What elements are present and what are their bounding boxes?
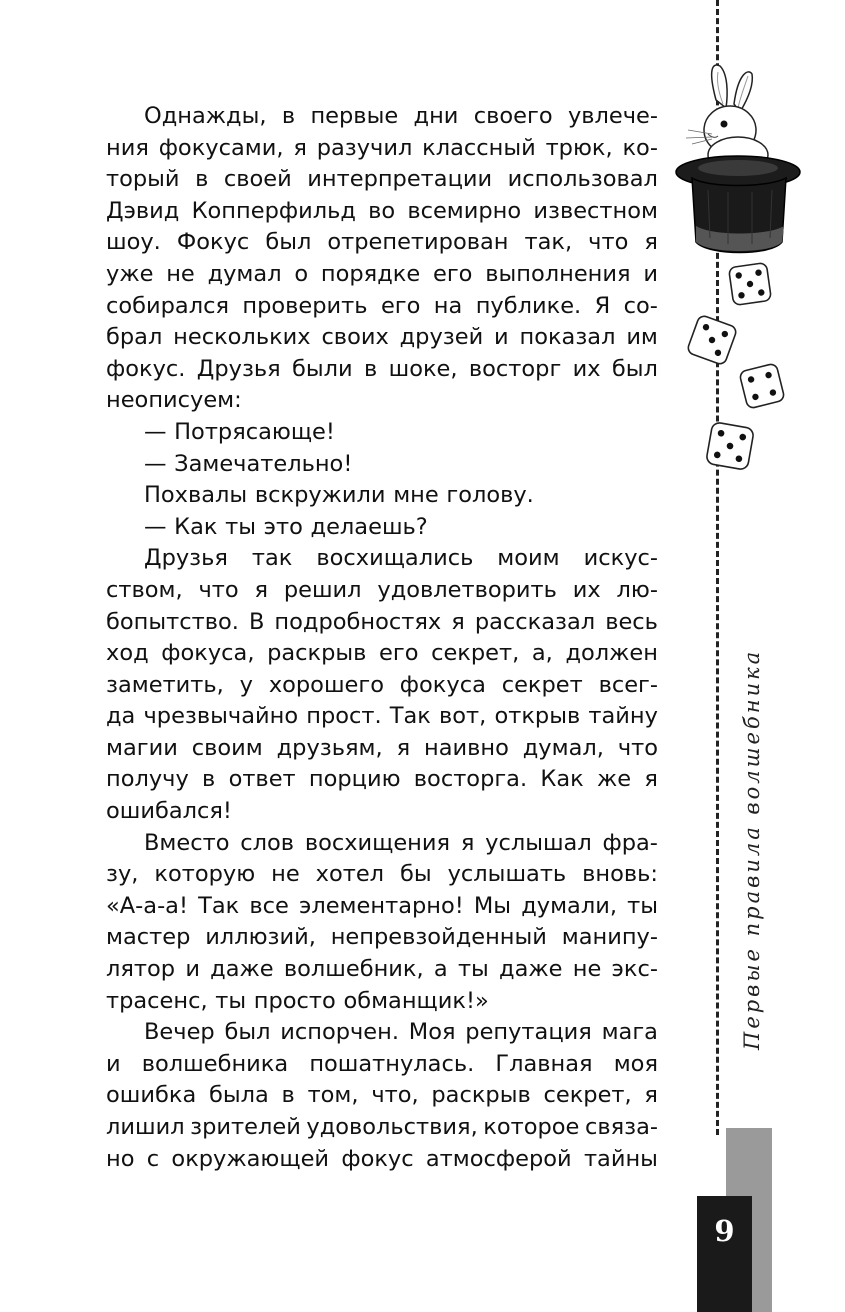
text-line: ход фокуса, раскрыв его секрет, а, должен — [106, 640, 658, 667]
text-line: — Потрясающе! — [144, 418, 335, 445]
text-line: шоу. Фокус был отрепетирован так, что я — [106, 229, 658, 256]
thumb-tab-grey — [726, 1128, 772, 1198]
magic-illustration — [668, 60, 818, 480]
text-line: трасенс, ты просто обманщик!» — [106, 987, 489, 1014]
text-line: фокус. Друзья были в шоке, восторг их был — [106, 355, 658, 382]
text-line: Дэвид Копперфильд во всемирно известном — [106, 197, 658, 224]
text-line: брал нескольких своих друзей и показал им — [106, 324, 658, 351]
text-line: ством, что я решил удовлетворить их лю- — [106, 576, 658, 603]
text-line: собирался проверить его на публике. Я со- — [106, 292, 658, 319]
dice-icon — [686, 263, 785, 471]
text-line: Вместо слов восхищения я услышал фра- — [144, 829, 658, 856]
text-line: ошибался! — [106, 798, 232, 825]
text-line: заметить, у хорошего фокуса секрет всег- — [106, 671, 658, 698]
text-line: зу, которую не хотел бы услышать вновь: — [106, 861, 658, 888]
text-line: Однажды, в первые дни своего увлече- — [144, 103, 658, 129]
text-line: Похвалы вскружили мне голову. — [144, 482, 534, 509]
text-line: «А-а-а! Так все элементарно! Мы думали, ты — [106, 892, 658, 919]
text-line: магии своим друзьям, я наивно думал, что — [106, 734, 658, 761]
page-number: 9 — [714, 1214, 735, 1248]
text-line: получу в ответ порцию восторга. Как же я — [106, 766, 658, 793]
thumb-tab-grey-lower — [752, 1190, 772, 1312]
text-line: и волшебника пошатнулась. Главная моя — [106, 1050, 658, 1077]
body-text — [106, 101, 658, 1175]
text-line: ошибка была в том, что, раскрыв секрет, я — [106, 1082, 658, 1109]
text-line: лишил зрителей удовольствия, которое связа- — [106, 1114, 658, 1140]
running-head: Первые правила волшебника — [740, 648, 764, 1050]
text-line: Друзья так восхищались моим искус- — [144, 545, 658, 572]
text-line: бопытство. В подробностях я рассказал весь — [106, 608, 658, 635]
text-line: но с окружающей фокус атмосферой тайны — [106, 1145, 658, 1172]
text-line: неописуем: — [106, 387, 242, 414]
text-line: да чрезвычайно прост. Так вот, открыв тайну — [106, 703, 658, 730]
rabbit-in-hat-icon — [676, 65, 800, 252]
text-line: мастер иллюзий, непревзойденный манипу- — [106, 924, 658, 951]
text-line: лятор и даже волшебник, а ты даже не экс- — [106, 956, 658, 983]
text-line: — Как ты это делаешь? — [144, 513, 428, 540]
text-line: Вечер был испорчен. Моя репутация мага — [144, 1019, 658, 1046]
text-line: ния фокусами, я разучил классный трюк, ко- — [106, 134, 658, 161]
text-line: уже не думал о порядке его выполнения и — [106, 260, 658, 287]
text-line: — Замечательно! — [144, 450, 353, 477]
text-line: торый в своей интерпретации использовал — [106, 166, 658, 193]
